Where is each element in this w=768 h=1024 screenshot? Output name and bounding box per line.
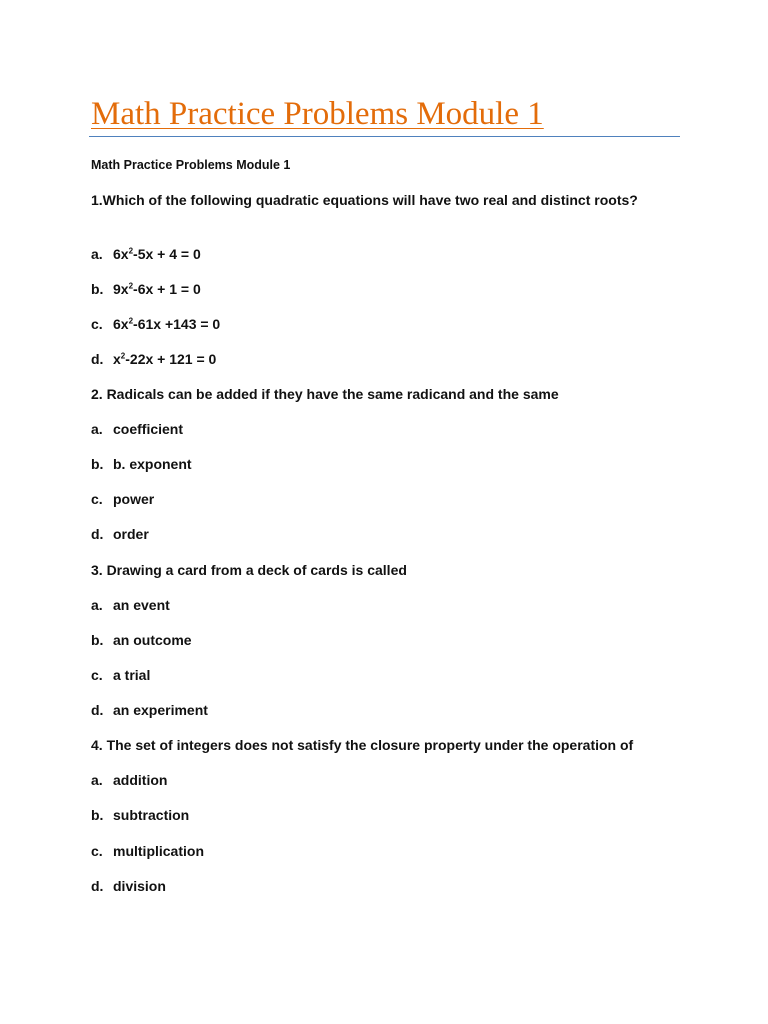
option-letter: c. <box>91 491 103 507</box>
option-letter: d. <box>91 878 104 894</box>
question-3: 3. Drawing a card from a deck of cards is called <box>91 562 407 578</box>
option-term: 9x <box>113 281 129 297</box>
option-letter: d. <box>91 702 104 718</box>
title-divider <box>89 136 680 137</box>
option-text: subtraction <box>113 807 190 823</box>
document-subtitle: Math Practice Problems Module 1 <box>91 158 291 172</box>
option-letter: a. <box>91 421 103 437</box>
question-2-option-b <box>91 455 192 474</box>
option-text: a trial <box>113 667 151 683</box>
option-text: division <box>113 878 166 894</box>
option-term: 6x <box>113 246 129 262</box>
question-1-option-d <box>91 350 216 369</box>
question-1-option-c <box>91 315 220 334</box>
option-text: order <box>113 526 149 542</box>
question-1: 1.Which of the following quadratic equations will have two real and distinct roots? <box>91 192 638 208</box>
option-rest: -5x + 4 = 0 <box>133 246 201 262</box>
option-text: addition <box>113 772 168 788</box>
option-rest: -6x + 1 = 0 <box>133 281 201 297</box>
option-letter: b. <box>91 632 104 648</box>
question-1-option-a <box>91 245 201 264</box>
question-4: 4. The set of integers does not satisfy the closure property under the operation of <box>91 737 634 753</box>
option-letter: c. <box>91 843 103 859</box>
option-text: b. exponent <box>113 456 192 472</box>
question-2-option-a <box>91 420 183 439</box>
question-2-option-d <box>91 525 149 544</box>
option-exponent: 2 <box>120 351 126 361</box>
option-letter: b. <box>91 807 104 823</box>
option-letter: c. <box>91 667 103 683</box>
option-text: power <box>113 491 155 507</box>
document-title: Math Practice Problems Module 1 <box>91 96 544 132</box>
option-text: an event <box>113 597 170 613</box>
option-exponent: 2 <box>128 246 134 256</box>
option-letter: d. <box>91 351 104 367</box>
option-text: coefficient <box>113 421 184 437</box>
question-4-option-b <box>91 806 189 825</box>
option-exponent: 2 <box>128 281 134 291</box>
option-rest: -22x + 121 = 0 <box>125 351 217 367</box>
option-letter: d. <box>91 526 104 542</box>
question-4-option-d <box>91 877 166 896</box>
option-letter: c. <box>91 316 103 332</box>
option-letter: a. <box>91 597 103 613</box>
option-term: 6x <box>113 316 129 332</box>
option-term: x <box>113 351 121 367</box>
question-3-option-d <box>91 701 208 720</box>
question-3-option-b <box>91 631 192 650</box>
option-exponent: 2 <box>128 316 134 326</box>
question-4-option-a <box>91 771 167 790</box>
option-letter: a. <box>91 246 103 262</box>
option-letter: a. <box>91 772 103 788</box>
question-3-option-a <box>91 596 170 615</box>
question-2-option-c <box>91 490 154 509</box>
option-letter: b. <box>91 281 104 297</box>
option-rest: -61x +143 = 0 <box>133 316 221 332</box>
option-text: an outcome <box>113 632 192 648</box>
option-text: an experiment <box>113 702 208 718</box>
question-3-option-c <box>91 666 150 685</box>
option-text: multiplication <box>113 843 204 859</box>
question-1-option-b <box>91 280 201 299</box>
option-letter: b. <box>91 456 104 472</box>
question-4-option-c <box>91 842 204 861</box>
question-2: 2. Radicals can be added if they have the same radicand and the same <box>91 386 559 402</box>
